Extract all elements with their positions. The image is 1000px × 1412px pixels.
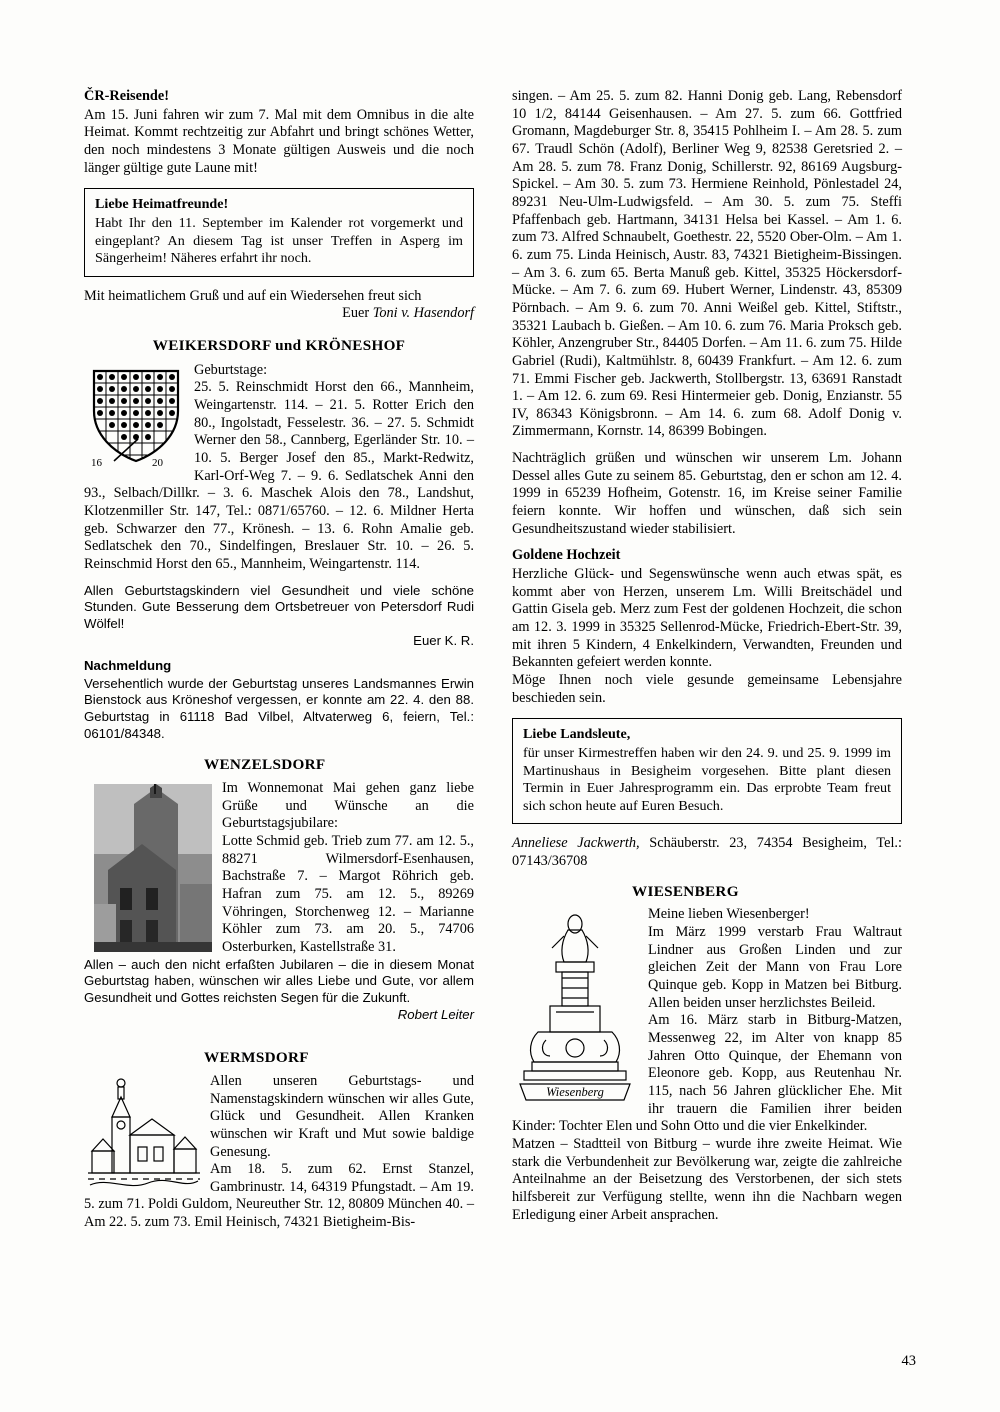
box-heimatfreunde-title: Liebe Heimatfreunde! (95, 196, 229, 213)
gruss-signature-name: Toni v. Hasendorf (372, 305, 474, 322)
wenzelsdorf-signature (84, 1007, 474, 1024)
wermsdorf-village-drawing (88, 1073, 200, 1193)
wiesenberg-heading: WIESENBERG (632, 882, 739, 900)
weikersdorf-wishes-signature: Euer K. R. (413, 632, 474, 648)
box-heimatfreunde (84, 188, 474, 276)
wiesenberg-caption: Wiesenberg (546, 1085, 604, 1100)
wermsdorf-birthdays: Am 18. 5. zum 62. Ernst Stanzel, Gambrinustr. 14, 64319 Pfungstadt. – Am 19. 5. zum 71. Poldi Guldom, Neureuther Str. 12, 80809 München 40. – Am 22. 5. zum 73. Emil Heinisch, 74321 Bietigheim-Bis- (84, 1161, 474, 1231)
wenzelsdorf-heading: WENZELSDORF (204, 756, 326, 774)
box-landsleute (512, 718, 902, 824)
wermsdorf-intro: Allen unseren Geburtstags- und Namenstagskindern wünschen wir alles Gute, Glück und Gesundheit. Allen Kranken wünschen wir Kraft und Mut sowie baldige Genesung. (210, 1072, 474, 1160)
jackwerth-signature (512, 835, 902, 870)
goldene-hochzeit-body: Herzliche Glück- und Segenswünsche wenn auch etwas spät, es kommt aber von Herzen, unserem Lm. Willi Breitschädel und Gattin Gisela geb. Merz zum Fest der goldenen Hochzeit, die schon am 12. 3. 1999 in 35325 Sellenrod-Mücke, Friedrich-Ebert-Str. 39, mit ihren 5 Kindern, 4 Enkelkindern, Verwandten, Freunden und Bekannten gefeiert werden konnte. (512, 566, 902, 671)
wiesenberg-monument-drawing (512, 906, 638, 1106)
wenzelsdorf-birthdays: Lotte Schmid geb. Trieb zum 77. am 12. 5., 88271 Wilmersdorf-Esenhausen, Bachstraße 7. – Margot Röhrich geb. Hafran zum 75. am 12. 5., 89269 Vöhringen, Storchenweg 12. – Marianne Köhler zum 73. am 20. 5., 74706 Osterburken, Kastellstraße 31. (222, 833, 474, 955)
wenzelsdorf-church-photo (94, 784, 212, 952)
gruss-signature-prefix: Euer (342, 305, 373, 322)
wenzelsdorf-wishes: Allen – auch den nicht erfaßten Jubilaren – die in diesem Monat Geburtstag haben, wünschen wir alles Liebe und Gute, vor allem Gesundheit und Gottes reichsten Segen für die Zukunft. (84, 956, 474, 1005)
cr-reisende-heading: ČR-Reisende! (84, 88, 169, 104)
gruss-signature (84, 305, 474, 323)
box-landsleute-title: Liebe Landsleute, (523, 726, 631, 743)
cr-reisende-body: Am 15. Juni fahren wir zum 7. Mal mit dem Omnibus in die alte Heimat. Kommt rechtzeitig zur Abfahrt und bringt schönes Wetter, den noch mindestens 3 Monate gültigen Ausweis und die noch länger gültige gute Laune mit! (84, 106, 474, 176)
wiesenberg-body3: Am 16. März starb in Bitburg-Matzen, Messenweg 22, im Alter von knapp 85 Jahren Otto Quinque, der Ehemann von Eleonore geb. Kopp, aus Reutenhau Nr. 115, nach 56 Jahren glücklicher Ehe. Mit ihr trauern die Familien ihrer beiden Kinder: Tochter Elen und Sohn Otto und die vier Enkelkinder. (512, 1012, 902, 1135)
wermsdorf-birthdays-continued: singen. – Am 25. 5. zum 82. Hanni Donig geb. Lang, Rebensdorf 10 1/2, 84144 Geisenhausen. – Am 27. 5. zum 66. Gottfried Gromann, Magdeburger Str. 8, 35415 Pohlheim I. – Am 28. 5. zum 67. Traudl Schön (Adolf), Berliner Weg 9, 82538 Geretsried 2. – Am 28. 5. zum 78. Franz Donig, Schillerstr. 92, 86169 Augsburg-Spickel. – Am 30. 5. zum 73. Hermiene Reinhold, Pönlestadel 24, 89231 Neu-Ulm-Ludwigsfeld. – Am 30. 5. zum 75. Steffi Pfaffenbach geb. Hartmann, 34131 Helsa bei Kassel. – Am 1. 6. zum 73. Alfred Schnaubelt, Goethestr. 22, 5520 Ober-Olm. – Am 1. 6. zum 75. Linda Heinisch, Austr. 83, 74321 Bietigheim-Bissingen. – Am 3. 6. zum 65. Berta Manuß geb. Kittel, 35325 Höckersdorf-Mücke. – Am 7. 6. zum 69. Hubert Werner, Lindenstr. 43, 85309 Pörnbach. – Am 9. 6. zum 70. Anni Weißel geb. Kittel, Stiftstr., 35321 Laubach b. Gießen. – Am 10. 6. zum 76. Maria Proksch geb. Köhler, Anzengruber Str., 84405 Dorfen. – Am 11. 6. zum 75. Hilde Gabriel (Rudi), Kaltmühlstr. 8, 60439 Frankfurt. – Am 12. 6. zum 71. Emmi Fischer geb. Jackwerth, Stollbergstr. 13, 63691 Ranstadt 1. – Am 12. 6. zum 69. Resi Hintermeier geb. Donig, Enzianstr. 55 IV, 86343 Königsbronn. – Am 14. 6. zum 68. Adolf Donig v. Zimmermann, Kornstr. 14, 86399 Bobingen. (512, 88, 902, 440)
nachtraeglich-body: Nachträglich grüßen und wünschen wir unserem Lm. Johann Dessel alles Gute zu seinem 85. Geburtstag, den er schon am 12. 4. 1999 in 65239 Hofheim, Gotenstr. 16, im Kreise seiner Familie feiern konnte. Wir hoffen und wünschen, daß sich sein Gesundheitszustand wieder stabilisiert. (512, 450, 902, 537)
page-number: 43 (901, 1353, 916, 1369)
wenzelsdorf-signature-name: Robert Leiter (397, 1006, 474, 1022)
jackwerth-signature-rest: Schäuberstr. 23, 74354 Besigheim, Tel.: 07143/36708 (512, 835, 902, 870)
goldene-hochzeit-body2: Möge Ihnen noch viele gesunde gemeinsame Lebensjahre beschieden sein. (512, 672, 902, 706)
weikersdorf-coat-of-arms (88, 365, 184, 469)
box-heimatfreunde-body: Habt Ihr den 11. September im Kalender rot vorgemerkt und eingeplant? An diesem Tag ist unser Treffen in Asperg im Sängerheim! Näheres erfahrt ihr noch. (95, 214, 463, 267)
right-column (512, 88, 902, 1226)
wermsdorf-heading: WERMSDORF (204, 1049, 309, 1067)
weikersdorf-wishes: Allen Geburtstagskindern viel Gesundheit und viele schöne Stunden. Gute Besserung dem Ortsbetreuer von Petersdorf Rudi Wölfel! (84, 582, 474, 631)
left-column (84, 88, 474, 1234)
wenzelsdorf-intro: Im Wonnemonat Mai gehen ganz liebe Grüße und Wünsche an die Geburtstagsjubilare: (222, 780, 474, 832)
wiesenberg-body4: Matzen – Stadtteil von Bitburg – wurde ihre zweite Heimat. Wie stark die Verbundenheit zur Bevölkerung war, zeigte die zahlreiche Anteilnahme an der Beisetzung des Verstorbenen, der sich stets hilfsbereit zur Verfügung stellte, wenn ihn die Nachbarn wegen Erledigung einer Arbeit ansprachen. (512, 1135, 902, 1223)
arms-year-right: 20 (152, 456, 163, 469)
jackwerth-signature-name: Anneliese Jackwerth, (512, 835, 640, 852)
weikersdorf-heading: WEIKERSDORF und KRÖNESHOF (152, 337, 406, 355)
weikersdorf-sub: Geburtstage: (194, 361, 268, 378)
weikersdorf-birthdays: 25. 5. Reinschmidt Horst den 66., Mannheim, Weingartenstr. 114. – 21. 5. Rotter Erich den 80., Ingolstadt, Fesselestr. 36. – 27. 5. Schmidt Werner den 58., Cannberg, Egerländer Str. 10. – 10. 5. Berger Josef den 85., Markt-Redwitz, Karl-Orf-Weg 7. – 9. 6. Sedlatschek Anni den 93., Selbach/Dillkr. – 3. 6. Maschek Alois den 78., Landshut, Klotzenmiller Str. 147, Tel.: 0871/65760. – 12. 6. Mildner Herta geb. Schwarzer den 77., Krönesh. – 13. 6. Rohn Amalie geb. Sedlatschek den 70., Sindelfingen, Breslauer Str. 10. – 26. 5. Reinschmid Horst den 65., Mannheim, Weingartenstr. 114. (84, 379, 474, 573)
wiesenberg-greeting: Meine lieben Wiesenberger! (648, 906, 810, 923)
arms-year-left: 16 (91, 456, 102, 469)
box-landsleute-body: für unser Kirmestreffen haben wir den 24. 9. und 25. 9. 1999 im Martinushaus in Besigheim vorgesehen. Bitte plant diesen Termin in Euer Jahresprogramm ein. Das erprobte Team freut sich schon heute auf Euren Besuch. (523, 744, 891, 814)
nachmeldung-body: Versehentlich wurde der Geburtstag unseres Landsmannes Erwin Bienstock aus Kröneshof vergessen, er konnte am 22. 4. den 88. Geburtstag in 61118 Bad Vilbel, Altvaterweg 6, feiern, Tel.: 06101/84348. (84, 675, 474, 741)
nachmeldung-heading: Nachmeldung (84, 658, 172, 674)
goldene-hochzeit-heading: Goldene Hochzeit (512, 547, 621, 564)
gruss-line: Mit heimatlichem Gruß und auf ein Wiedersehen freut sich (84, 287, 422, 304)
wiesenberg-body2: Im März 1999 verstarb Frau Waltraut Lindner aus Großen Linden und zur gleichen Zeit der Mann von Frau Lore Quinque geb. Kopp in Matzen bei Bitburg. Allen beiden unser herzlichstes Beileid. (648, 924, 902, 1011)
